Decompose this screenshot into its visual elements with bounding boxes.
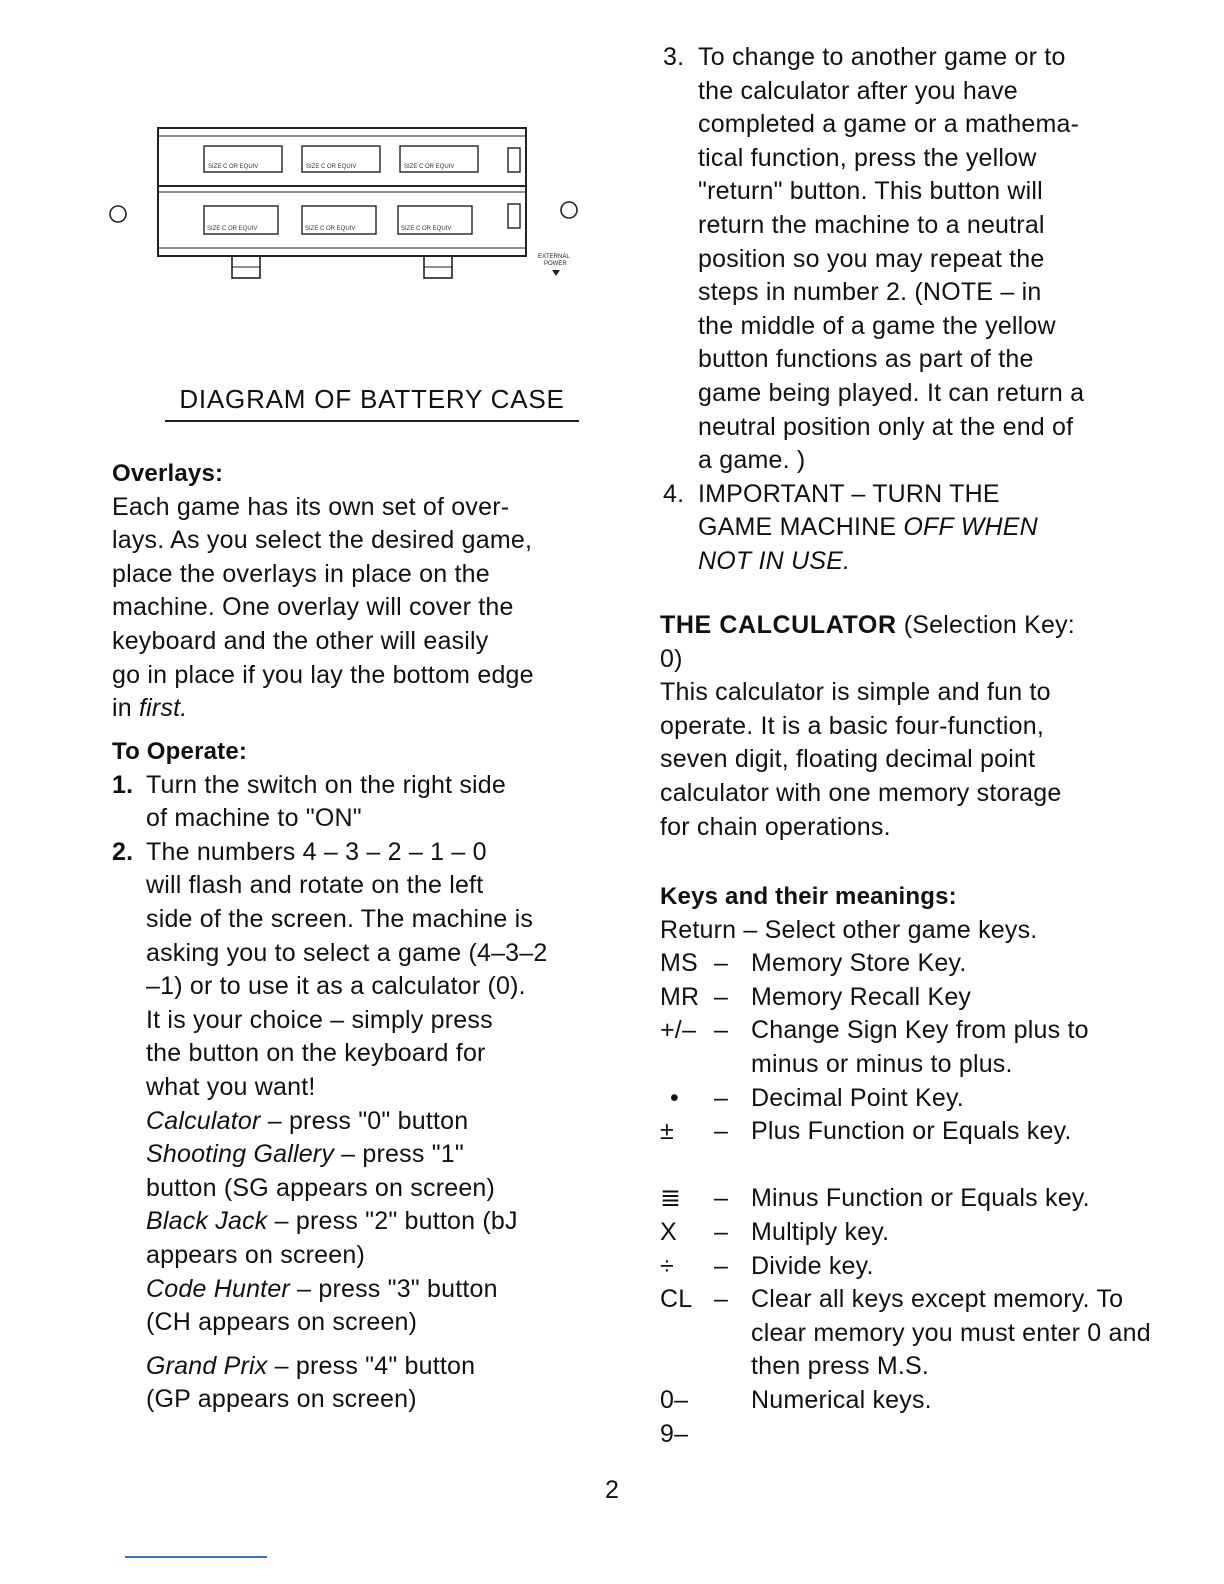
operate-line: Turn the switch on the right side — [146, 770, 507, 799]
overlays-line: place the overlays in place on the — [112, 559, 490, 588]
footer-rule — [125, 1556, 267, 1558]
game-instruction: – press "0" button — [260, 1106, 469, 1135]
game-code-hunter — [146, 1273, 592, 1307]
operate-line: asking you to select a game (4–3–2 — [146, 938, 548, 967]
svg-text:SIZE C OR EQUIV: SIZE C OR EQUIV — [404, 164, 455, 170]
game-instruction: – press "1" — [334, 1140, 464, 1169]
key-description: Minus Function or Equals key. — [751, 1184, 1090, 1213]
game-instruction: – press "3" button — [289, 1274, 498, 1303]
instruction-line: To change to another game or to — [698, 43, 1066, 71]
operate-line: of machine to "ON" — [146, 804, 362, 833]
operate-line: –1) or to use it as a calculator (0). — [146, 972, 526, 1001]
overlays-last-italic: first. — [139, 694, 188, 723]
instruction-line: steps in number 2. (NOTE – in — [698, 278, 1042, 307]
svg-text:SIZE C OR EQUIV: SIZE C OR EQUIV — [306, 164, 357, 170]
key-row-divide — [660, 1250, 1140, 1284]
key-symbol: MS — [660, 949, 698, 978]
item-number: 4. — [663, 479, 685, 508]
operate-item-2 — [112, 836, 592, 1417]
svg-text:SIZE C OR EQUIV: SIZE C OR EQUIV — [208, 164, 259, 170]
game-instruction: – press "2" button (bJ — [267, 1207, 518, 1236]
instruction-line: "return" button. This button will — [698, 177, 1043, 206]
item-number: 1. — [112, 770, 134, 799]
game-calculator — [146, 1105, 592, 1139]
instruction-line: position so you may repeat the — [698, 244, 1045, 273]
key-symbol: ÷ — [660, 1251, 674, 1280]
key-description: Decimal Point Key. — [751, 1083, 964, 1112]
operate-heading: To Operate: — [112, 738, 248, 765]
operate-line: will flash and rotate on the left — [146, 871, 484, 900]
key-row-mr — [660, 981, 1140, 1015]
battery-case-diagram — [100, 120, 590, 285]
key-symbol: CL — [660, 1285, 693, 1314]
instructions-continued — [660, 41, 1140, 579]
key-description: Clear all keys except memory. To clear memory you must enter 0 and then press M.S. — [751, 1285, 1151, 1381]
game-instruction: – press "4" button — [267, 1351, 476, 1380]
key-row-clear — [660, 1283, 1151, 1384]
instruction-line: neutral position only at the end of — [698, 412, 1074, 441]
game-extra-line: (CH appears on screen) — [146, 1308, 418, 1337]
calculator-heading-line2: 0) — [660, 644, 683, 673]
page-number: 2 — [605, 1476, 619, 1504]
instruction-emphasis: OFF WHEN — [903, 513, 1038, 542]
key-dash: – — [714, 1184, 729, 1213]
calculator-line: calculator with one memory storage — [660, 778, 1062, 807]
key-dash: – — [714, 1251, 729, 1280]
overlays-line: lays. As you select the desired game, — [112, 526, 533, 555]
instruction-line: button functions as part of the — [698, 345, 1034, 374]
key-row-numerical — [660, 1384, 1140, 1448]
overlays-line: Each game has its own set of over- — [112, 492, 510, 521]
key-description: Memory Recall Key — [751, 982, 972, 1011]
calculator-line: seven digit, floating decimal point — [660, 745, 1036, 774]
key-row-change-sign — [660, 1014, 1140, 1081]
instruction-line: NOT IN USE. — [698, 546, 851, 575]
game-extra-line: appears on screen) — [146, 1240, 366, 1269]
keys-heading: Keys and their meanings: — [660, 883, 957, 910]
item-number: 2. — [112, 837, 134, 866]
operate-line: what you want! — [146, 1072, 316, 1101]
key-dash: – — [714, 949, 729, 978]
key-dash: – — [714, 982, 729, 1011]
svg-text:SIZE C OR EQUIV: SIZE C OR EQUIV — [207, 226, 258, 232]
instruction-line: the calculator after you have — [698, 76, 1018, 105]
game-name: Shooting Gallery — [146, 1140, 335, 1169]
key-symbol: • — [670, 1083, 679, 1112]
keys-section — [660, 880, 1151, 1448]
game-name: Code Hunter — [146, 1274, 290, 1303]
key-row-ms — [660, 947, 1140, 981]
game-name: Black Jack — [146, 1207, 268, 1236]
svg-text:EXTERNAL: EXTERNAL — [538, 254, 570, 260]
key-dash: – — [714, 1117, 729, 1146]
svg-text:SIZE C OR EQUIV: SIZE C OR EQUIV — [305, 226, 356, 232]
instruction-item-3 — [660, 41, 1140, 478]
instruction-line: completed a game or a mathema- — [698, 110, 1080, 139]
key-description: Multiply key. — [751, 1217, 890, 1246]
instruction-line: the middle of a game the yellow — [698, 311, 1056, 340]
instruction-item-4 — [660, 478, 1140, 579]
overlays-section — [112, 457, 592, 726]
key-dash: – — [714, 1217, 729, 1246]
key-description: Memory Store Key. — [751, 949, 967, 978]
game-name: Grand Prix — [146, 1351, 268, 1380]
overlays-line: go in place if you lay the bottom edge — [112, 660, 534, 689]
key-symbol: X — [660, 1217, 677, 1246]
key-symbol: 0–9– — [660, 1385, 689, 1448]
key-description: Divide key. — [751, 1251, 874, 1280]
instruction-line: IMPORTANT – TURN THE — [698, 479, 1000, 508]
game-extra-line: button (SG appears on screen) — [146, 1173, 496, 1202]
item-number: 3. — [663, 43, 685, 71]
keys-return-line: Return – Select other game keys. — [660, 915, 1038, 944]
diagram-caption: DIAGRAM OF BATTERY CASE — [165, 382, 579, 422]
game-grand-prix — [146, 1350, 592, 1384]
key-dash: – — [714, 1285, 729, 1314]
calculator-title: THE CALCULATOR — [660, 611, 897, 639]
operate-section — [112, 735, 592, 1417]
game-black-jack — [146, 1205, 592, 1239]
calculator-title-rest: (Selection Key: — [896, 611, 1075, 639]
key-dash: – — [714, 1016, 729, 1045]
calculator-line: for chain operations. — [660, 812, 891, 841]
key-description: Change Sign Key from plus to minus or minus to plus. — [751, 1016, 1089, 1078]
instruction-line: game being played. It can return a — [698, 378, 1085, 407]
operate-line: side of the screen. The machine is — [146, 904, 534, 933]
operate-line: the button on the keyboard for — [146, 1039, 486, 1068]
svg-text:POWER: POWER — [544, 261, 567, 267]
instruction-line: a game. ) — [698, 446, 806, 475]
instruction-line: return the machine to a neutral — [698, 210, 1045, 239]
game-extra-line: (GP appears on screen) — [146, 1385, 417, 1414]
key-symbol: MR — [660, 982, 700, 1011]
svg-text:SIZE C OR EQUIV: SIZE C OR EQUIV — [401, 226, 452, 232]
key-row-decimal — [660, 1082, 1140, 1116]
overlays-line — [112, 692, 592, 726]
overlays-line: machine. One overlay will cover the — [112, 593, 514, 622]
key-row-plus-equals — [660, 1115, 1140, 1182]
overlays-line: keyboard and the other will easily — [112, 626, 489, 655]
instruction-line — [698, 511, 1140, 545]
key-description: Numerical keys. — [751, 1385, 932, 1414]
calculator-heading — [660, 609, 1140, 643]
key-row-multiply — [660, 1216, 1140, 1250]
key-symbol: +/– — [660, 1016, 697, 1045]
calculator-line: This calculator is simple and fun to — [660, 678, 1051, 707]
operate-line: It is your choice – simply press — [146, 1005, 493, 1034]
instruction-line: tical function, press the yellow — [698, 143, 1037, 172]
instruction-text: GAME MACHINE — [698, 513, 904, 542]
game-name: Calculator — [146, 1106, 261, 1135]
calculator-line: operate. It is a basic four-function, — [660, 711, 1044, 740]
key-symbol: ± — [660, 1117, 674, 1146]
key-description: Plus Function or Equals key. — [751, 1117, 1072, 1146]
key-symbol: ≣ — [660, 1184, 682, 1213]
key-dash: – — [714, 1083, 729, 1112]
overlays-last-prefix: in — [112, 694, 140, 723]
overlays-heading: Overlays: — [112, 460, 224, 487]
calculator-section — [660, 609, 1140, 844]
operate-item-1 — [112, 769, 592, 836]
key-row-minus-equals — [660, 1182, 1140, 1216]
operate-line: The numbers 4 – 3 – 2 – 1 – 0 — [146, 837, 487, 866]
game-shooting-gallery — [146, 1138, 592, 1172]
